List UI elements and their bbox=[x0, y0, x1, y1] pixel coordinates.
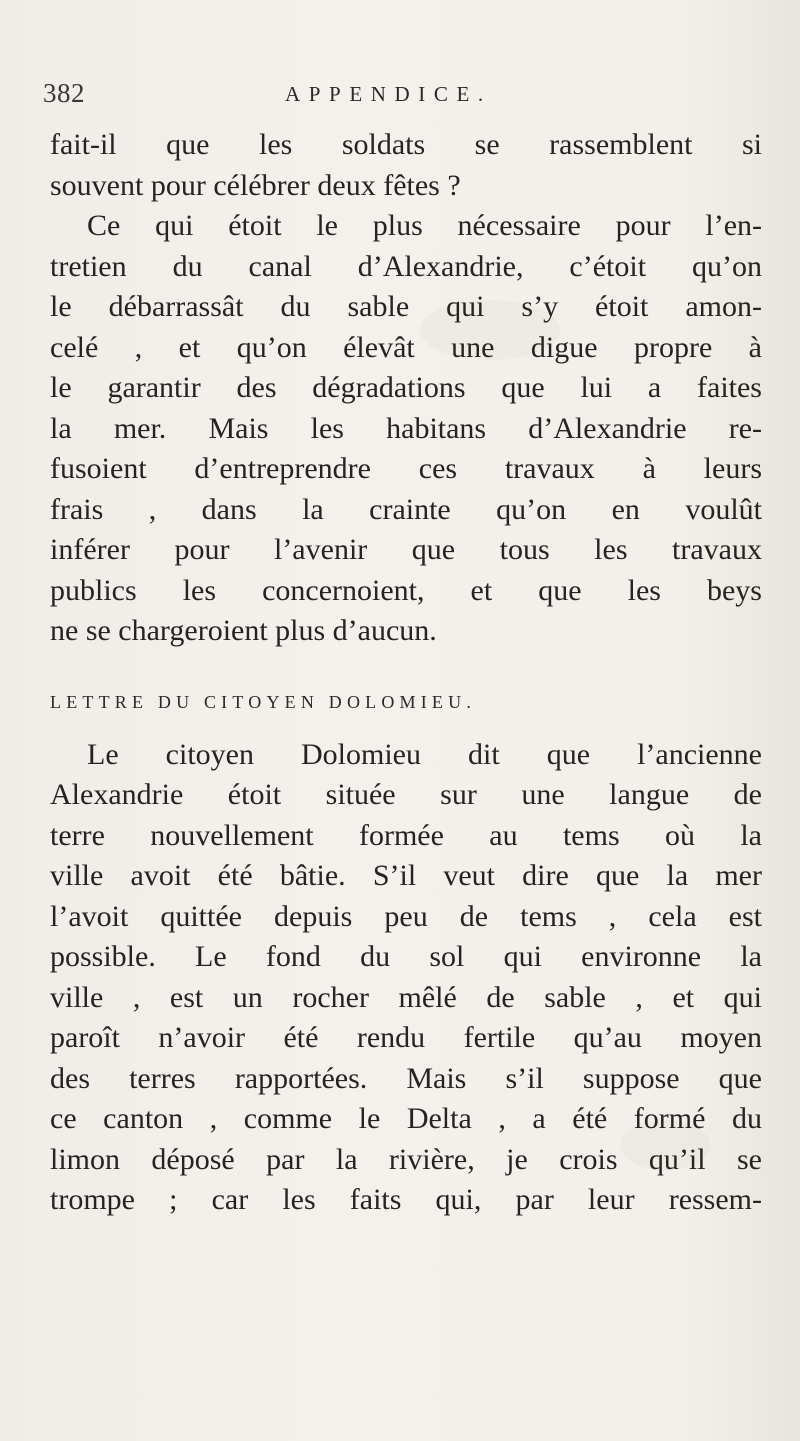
text-line: Alexandrie étoit située sur une langue de bbox=[50, 778, 762, 811]
text-line: ville avoit été bâtie. S’il veut dire que la mer bbox=[50, 859, 762, 892]
text-line: la mer. Mais les habitans d’Alexandrie re- bbox=[50, 411, 762, 445]
text-line: fusoient d’entreprendre ces travaux à leurs bbox=[50, 452, 762, 485]
page-header bbox=[43, 78, 763, 118]
text-line: souvent pour célébrer deux fêtes ? bbox=[50, 168, 461, 202]
text-line: des terres rapportées. Mais s’il suppose que bbox=[50, 1061, 762, 1095]
paragraph bbox=[50, 125, 762, 652]
text-line: Ce qui étoit le plus nécessaire pour l’en- bbox=[87, 209, 762, 242]
section-heading: LETTRE DU CITOYEN DOLOMIEU. bbox=[50, 691, 477, 712]
text-line: paroît n’avoir été rendu fertile qu’au moyen bbox=[50, 1021, 762, 1054]
text-line: frais , dans la crainte qu’on en voulût bbox=[50, 492, 762, 526]
text-line: ce canton , comme le Delta , a été formé du bbox=[50, 1102, 762, 1135]
text-line: le garantir des dégradations que lui a faites bbox=[50, 371, 762, 404]
text-line: ne se chargeroient plus d’aucun. bbox=[50, 614, 437, 647]
text-line: trompe ; car les faits qui, par leur ressem- bbox=[50, 1183, 762, 1216]
text-line: celé , et qu’on élevât une digue propre à bbox=[50, 330, 762, 364]
text-line: le débarrassât du sable qui s’y étoit amon- bbox=[50, 290, 762, 323]
paragraph bbox=[50, 735, 762, 1221]
text-line: l’avoit quittée depuis peu de tems , cela est bbox=[50, 899, 762, 933]
running-head: APPENDICE. bbox=[285, 82, 492, 106]
page-number: 382 bbox=[43, 78, 85, 108]
text-line: possible. Le fond du sol qui environne la bbox=[50, 940, 762, 973]
text-line: publics les concernoient, et que les beys bbox=[50, 573, 762, 607]
text-line: fait-il que les soldats se rassemblent si bbox=[50, 128, 762, 161]
text-line: tretien du canal d’Alexandrie, c’étoit qu’on bbox=[50, 249, 762, 283]
text-line: Le citoyen Dolomieu dit que l’ancienne bbox=[87, 737, 762, 771]
text-line: inférer pour l’avenir que tous les travaux bbox=[50, 533, 762, 566]
text-line: terre nouvellement formée au tems où la bbox=[50, 818, 762, 852]
text-block bbox=[50, 125, 762, 1221]
text-line: ville , est un rocher mêlé de sable , et qui bbox=[50, 980, 762, 1014]
text-line: limon déposé par la rivière, je crois qu’il se bbox=[50, 1142, 762, 1176]
